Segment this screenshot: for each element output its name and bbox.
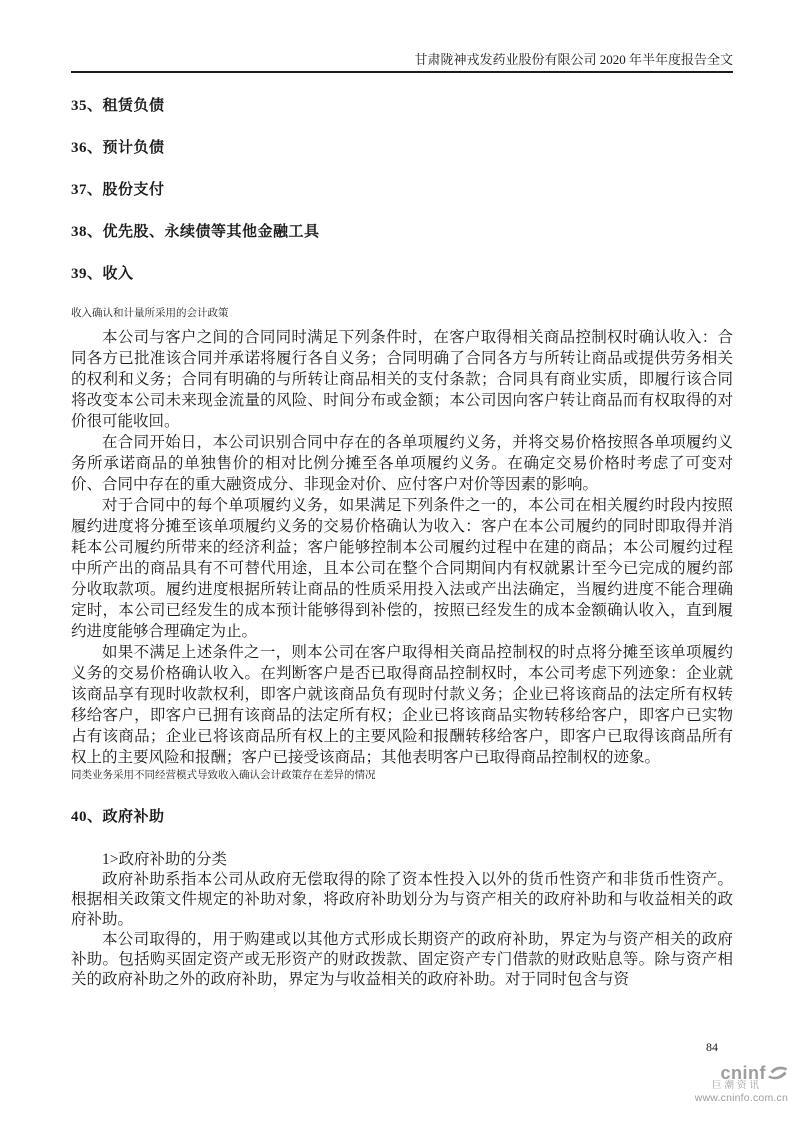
heading-37-share-payment: 37、股份支付	[71, 182, 165, 198]
subsidy-paragraphs	[71, 850, 733, 990]
heading-35-lease-liabilities: 35、租赁负债	[71, 98, 165, 114]
heading-39-revenue: 39、收入	[71, 266, 134, 282]
cninfo-swirl-icon	[767, 1064, 788, 1082]
revenue-policy-label: 收入确认和计量所采用的会计政策	[71, 308, 229, 319]
header-title: 甘肃陇神戎发药业股份有限公司 2020 年半年度报告全文	[414, 52, 733, 67]
page-number: 84	[706, 1040, 718, 1054]
subsidy-paragraph-2: 本公司取得的，用于购建或以其他方式形成长期资产的政府补助，界定为与资产相关的政府补助。包括购买固定资产或无形资产的财政拨款、固定资产专门借款的财政贴息等。除与资产相关的政府补助之外的政府补助，界定为与收益相关的政府补助。对于同时包含与资	[71, 931, 733, 988]
subsidy-sub-heading: 1>政府补助的分类	[102, 851, 227, 868]
heading-40-government-grants: 40、政府补助	[71, 809, 165, 825]
page-header	[71, 0, 733, 73]
cninfo-logo-text: cninf	[720, 1063, 766, 1083]
cninfo-logo-url: www.cninfo.com.cn	[694, 1092, 788, 1104]
revenue-paragraphs	[71, 327, 733, 768]
cninfo-logo	[638, 1064, 788, 1104]
heading-38-preferred-shares: 38、优先股、永续债等其他金融工具	[71, 224, 320, 240]
revenue-paragraph-4: 如果不满足上述条件之一，则本公司在客户取得相关商品控制权的时点将分摊至该单项履约义务的交易价格确认收入。在判断客户是否已取得商品控制权时，本公司考虑下列迹象：企业就该商品享有现时收款权利，即客户就该商品负有现时付款义务；企业已将该商品的法定所有权转移给客户，即客户已拥有该商品的法定所有权；企业已将该商品实物转移给客户，即客户已实物占有该商品；企业已将该商品所有权上的主要风险和报酬转移给客户，即客户已取得该商品所有权上的主要风险和报酬；客户已接受该商品；其他表明客户已取得商品控制权的迹象。	[71, 644, 733, 766]
revenue-paragraph-1: 本公司与客户之间的合同同时满足下列条件时，在客户取得相关商品控制权时确认收入：合同各方已批准该合同并承诺将履行各自义务；合同明确了合同各方与所转让商品或提供劳务相关的权利和义务；合同有明确的与所转让商品相关的支付条款；合同具有商业实质，即履行该合同将改变本公司未来现金流量的风险、时间分布或金额；本公司因向客户转让商品而有权取得的对价很可能收回。	[71, 329, 733, 430]
cninfo-logo-subtitle: 巨潮资讯	[711, 1080, 762, 1091]
revenue-paragraph-2: 在合同开始日，本公司识别合同中存在的各单项履约义务，并将交易价格按照各单项履约义务所承诺商品的单独售价的相对比例分摊至各单项履约义务。在确定交易价格时考虑了可变对价、合同中存在的重大融资成分、非现金对价、应付客户对价等因素的影响。	[71, 434, 733, 493]
revenue-paragraph-3: 对于合同中的每个单项履约义务，如果满足下列条件之一的，本公司在相关履约时段内按照履约进度将分摊至该单项履约义务的交易价格确认为收入：客户在本公司履约的同时即取得并消耗本公司履约所带来的经济利益；客户能够控制本公司履约过程中在建的商品；本公司履约过程中所产出的商品具有不可替代用途，且本公司在整个合同期间内有权就累计至今已完成的履约部分收取款项。履约进度根据所转让商品的性质采用投入法或产出法确定，当履约进度不能合理确定时，本公司已经发生的成本预计能够得到补偿的，按照已经发生的成本金额确认收入，直到履约进度能够合理确定为止。	[71, 497, 733, 640]
subsidy-paragraph-1: 政府补助系指本公司从政府无偿取得的除了资本性投入以外的货币性资产和非货币性资产。根据相关政策文件规定的补助对象，将政府补助划分为与资产相关的政府补助和与收益相关的政府补助。	[71, 871, 733, 928]
heading-36-provisions: 36、预计负债	[71, 140, 165, 156]
content-area	[71, 73, 733, 990]
revenue-difference-label: 同类业务采用不同经营模式导致收入确认会计政策存在差异的情况	[71, 770, 376, 781]
